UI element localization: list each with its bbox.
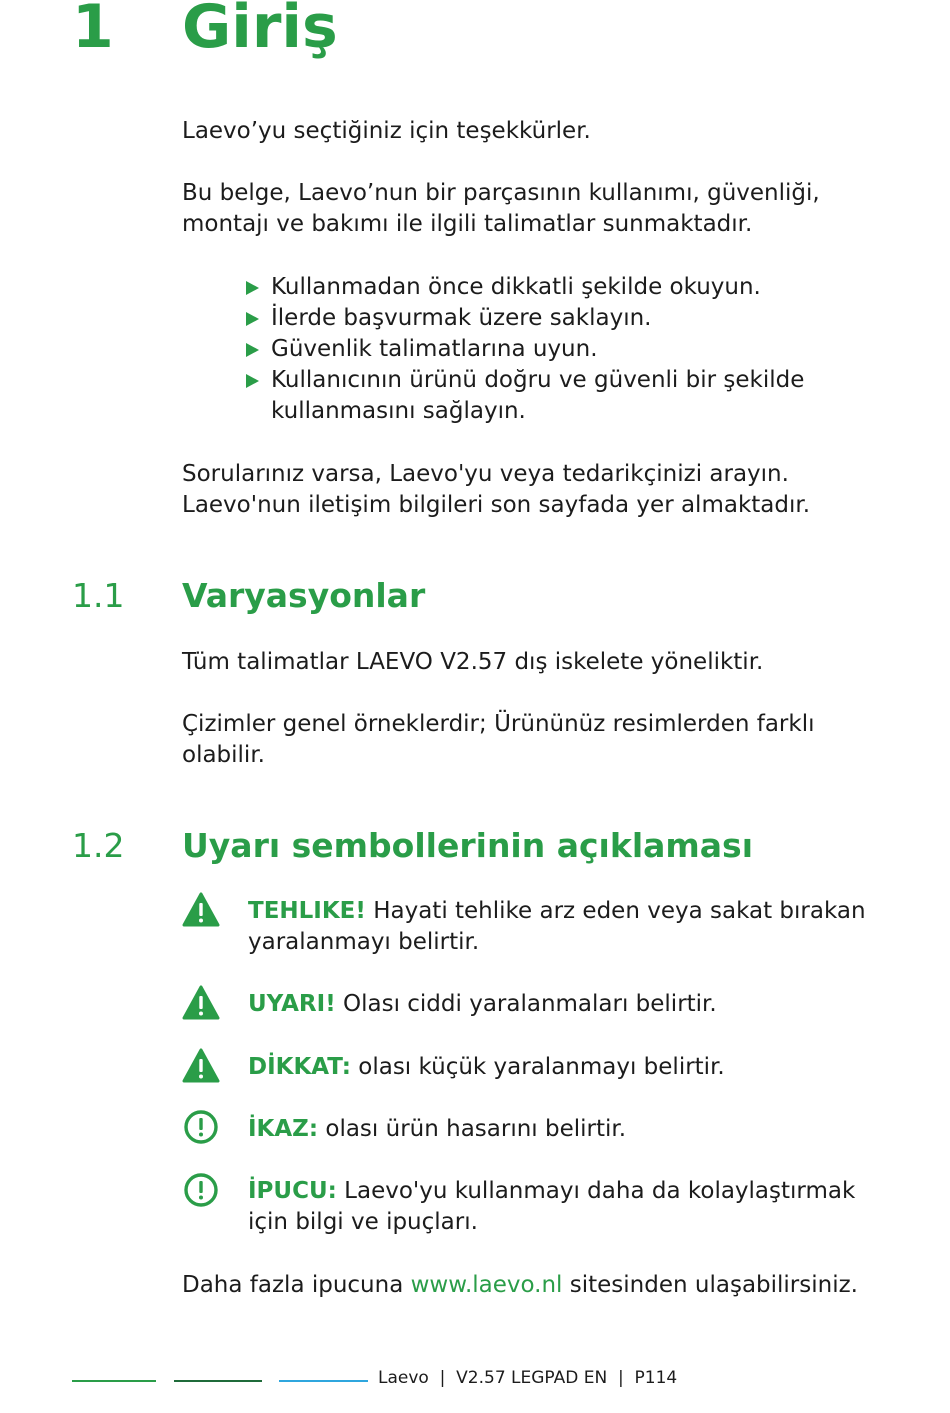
bullet-triangle-icon xyxy=(246,281,259,295)
chapter-title: Giriş xyxy=(182,0,338,62)
symbol-description-danger: TEHLIKE! Hayati tehlike arz eden veya sakat bırakan yaralanmayı belirtir. xyxy=(248,898,866,955)
bullet-triangle-icon xyxy=(246,312,259,326)
intro-thanks: Laevo’yu seçtiğiniz için teşekkürler. xyxy=(182,118,591,144)
list-item: Kullanmadan önce dikkatli şekilde okuyun. xyxy=(244,272,864,303)
footer-line-green xyxy=(72,1380,156,1382)
exclamation-circle-icon xyxy=(182,1109,220,1145)
symbol-description-warning: UYARI! Olası ciddi yaralanmaları belirtir. xyxy=(248,991,717,1017)
tips-paragraph: Daha fazla ipucuna www.laevo.nl sitesinden ulaşabilirsiniz. xyxy=(182,1272,858,1298)
variations-paragraph-1: Tüm talimatlar LAEVO V2.57 dış iskelete yöneliktir. xyxy=(182,649,764,675)
symbol-description-tip: İPUCU: Laevo'yu kullanmayı daha da kolaylaştırmak için bilgi ve ipuçları. xyxy=(248,1178,856,1235)
warning-triangle-icon xyxy=(182,892,220,928)
instruction-list xyxy=(244,272,864,427)
section-number: 1.1 xyxy=(72,576,125,615)
footer-line-dark-green xyxy=(174,1380,262,1382)
list-item: İlerde başvurmak üzere saklayın. xyxy=(244,303,864,334)
variations-paragraph-2: Çizimler genel örneklerdir; Ürününüz resimlerden farklı olabilir. xyxy=(182,711,815,768)
list-item: Kullanıcının ürünü doğru ve güvenli bir şekilde kullanmasını sağlayın. xyxy=(244,365,864,427)
warning-triangle-icon xyxy=(182,1048,220,1084)
bullet-triangle-icon xyxy=(246,343,259,357)
section-number: 1.2 xyxy=(72,826,125,865)
list-item: Güvenlik talimatlarına uyun. xyxy=(244,334,864,365)
symbol-description-caution: DİKKAT: olası küçük yaralanmayı belirtir. xyxy=(248,1054,725,1080)
laevo-website-link[interactable]: www.laevo.nl xyxy=(410,1272,563,1298)
footer-text: Laevo | V2.57 LEGPAD EN | P114 xyxy=(378,1368,678,1388)
symbol-description-notice: İKAZ: olası ürün hasarını belirtir. xyxy=(248,1116,627,1142)
bullet-triangle-icon xyxy=(246,374,259,388)
section-title: Varyasyonlar xyxy=(182,576,426,615)
intro-contact: Sorularınız varsa, Laevo'yu veya tedarikçinizi arayın. Laevo'nun iletişim bilgileri son sayfada yer almaktadır. xyxy=(182,461,811,518)
section-title: Uyarı sembollerinin açıklaması xyxy=(182,826,754,865)
exclamation-circle-icon xyxy=(182,1172,220,1208)
warning-triangle-icon xyxy=(182,985,220,1021)
chapter-number: 1 xyxy=(72,0,114,62)
intro-purpose: Bu belge, Laevo’nun bir parçasının kullanımı, güvenliği, montajı ve bakımı ile ilgili talimatlar sunmaktadır. xyxy=(182,180,820,237)
footer-line-blue xyxy=(279,1380,368,1382)
